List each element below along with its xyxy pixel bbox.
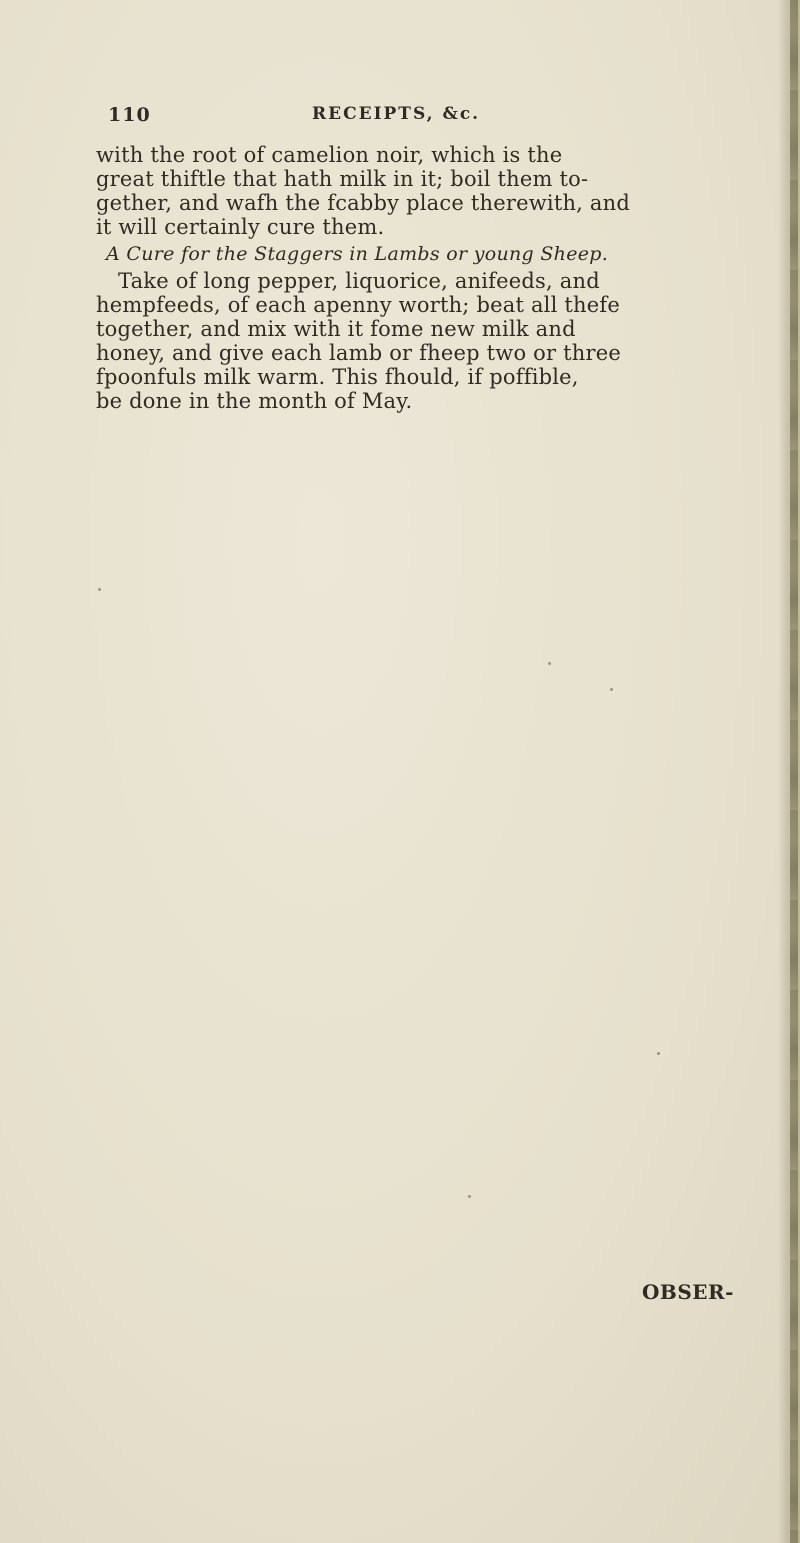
running-head: RECEIPTS, &c. xyxy=(312,104,481,124)
text-line: honey, and give each lamb or fheep two or three xyxy=(96,341,621,365)
text-line: be done in the month of May. xyxy=(96,389,413,413)
text-line: great thiftle that hath milk in it; boil them to- xyxy=(96,167,589,191)
paper-speck xyxy=(468,1195,471,1198)
text-line: fpoonfuls milk warm. This fhould, if poffible, xyxy=(96,365,579,389)
binding-edge xyxy=(790,0,798,1543)
paper-speck xyxy=(657,1052,660,1055)
paper-speck xyxy=(610,688,613,691)
text-line: gether, and wafh the fcabby place therewith, and xyxy=(96,191,631,215)
text-line: with the root of camelion noir, which is the xyxy=(96,143,563,167)
page-number: 110 xyxy=(108,104,151,126)
text-line: Take of long pepper, liquorice, anifeeds, and xyxy=(118,269,600,293)
page-body xyxy=(96,143,746,413)
page-header xyxy=(108,104,718,134)
text-line: together, and mix with it fome new milk and xyxy=(96,317,576,341)
paper-speck xyxy=(548,662,551,665)
text-line: hempfeeds, of each apenny worth; beat all thefe xyxy=(96,293,620,317)
paper-speck xyxy=(98,588,101,591)
text-line: it will certainly cure them. xyxy=(96,215,385,239)
section-heading: A Cure for the Staggers in Lambs or young Sheep. xyxy=(106,243,609,265)
catchword: OBSER- xyxy=(642,1280,734,1304)
